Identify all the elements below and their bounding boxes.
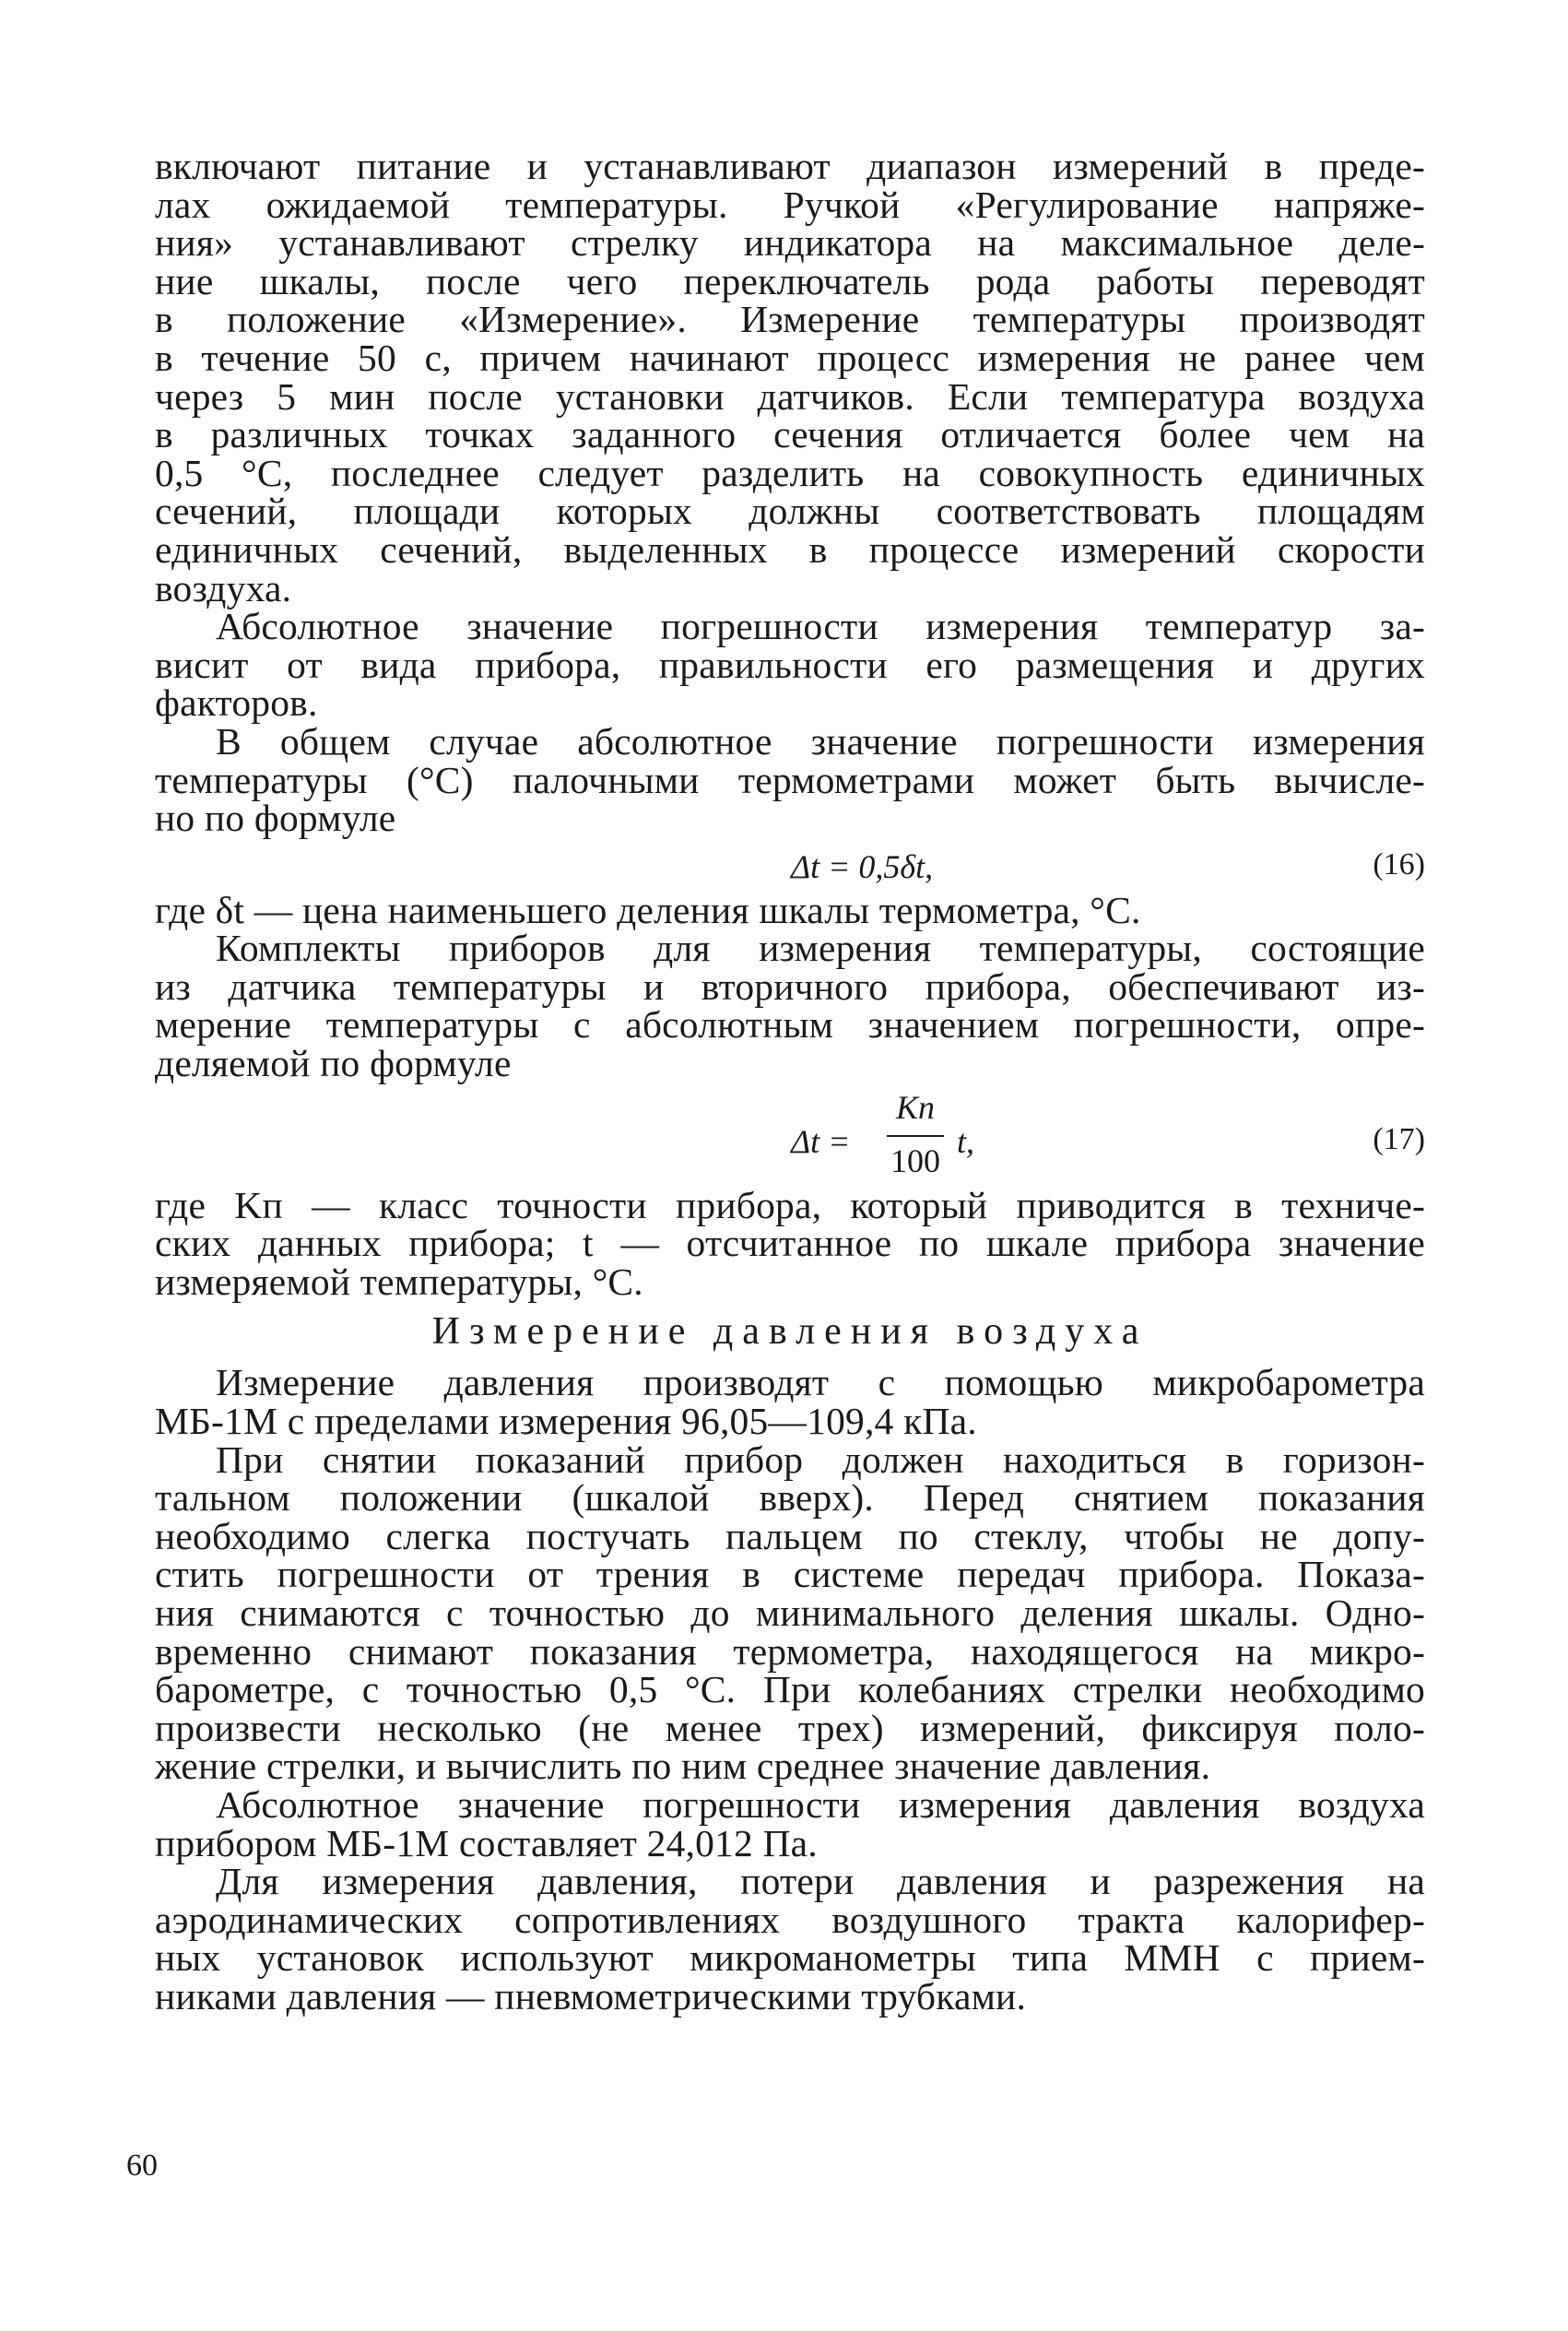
formula-16-explanation: где δt — цена наименьшего деления шкалы термометра, °С. [155, 888, 1141, 931]
text-line: где Kп — класс точности прибора, который приводится в техниче- [155, 1183, 1425, 1226]
text-line: Абсолютное значение погрешности измерения давления воздуха [216, 1782, 1425, 1826]
formula-16 [155, 838, 1425, 892]
text-line: единичных сечений, выделенных в процессе измерений скорости [155, 527, 1425, 571]
text-line: временно снимают показания термометра, находящегося на микро- [155, 1629, 1425, 1673]
text-line: но по формуле [155, 797, 396, 840]
text-line: жение стрелки, и вычислить по ним среднее значение давления. [155, 1745, 1211, 1788]
text-line: Абсолютное значение погрешности измерения температур за- [216, 605, 1425, 648]
fraction-denominator: 100 [890, 1142, 940, 1179]
text-line: мерение температуры с абсолютным значением погрешности, опре- [155, 1003, 1425, 1047]
paragraph-2 [155, 605, 1425, 725]
text-line: необходимо слегка постучать пальцем по стеклу, чтобы не допу- [155, 1514, 1425, 1557]
text-line: Комплекты приборов для измерения температуры, состоящие [216, 927, 1425, 970]
text-line: аэродинамических сопротивлениях воздушного тракта калорифер- [155, 1898, 1425, 1941]
formula-fraction [883, 1085, 948, 1181]
paragraph-5 [155, 1361, 1425, 1443]
text-line: факторов. [155, 681, 318, 725]
formula-rhs: t, [957, 1122, 975, 1160]
text-line: тальном положении (шкалой вверх). Перед снятием показания [155, 1476, 1425, 1520]
text-line: никами давления — пневмометрическими трубками. [155, 1974, 1027, 2017]
text-line: ние шкалы, после чего переключатель рода работы переводят [155, 259, 1425, 302]
text-line: в течение 50 с, причем начинают процесс измерения не ранее чем [155, 336, 1425, 379]
formula-lhs: Δt = [791, 1122, 851, 1160]
paragraph-4 [155, 929, 1425, 1083]
text-line: В общем случае абсолютное значение погрешности измерения [216, 719, 1425, 763]
text-line: сечений, площади которых должны соответствовать площадям [155, 490, 1425, 533]
text-line: МБ-1М с пределами измерения 96,05—109,4 кПа. [155, 1400, 977, 1443]
formula-number: (17) [1373, 1121, 1425, 1156]
text-line: стить погрешности от трения в системе передач прибора. Показа- [155, 1553, 1425, 1596]
page-body [155, 145, 1425, 2017]
text-line: лах ожидаемой температуры. Ручкой «Регулирование напряже- [155, 183, 1425, 226]
text-line: ных установок используют микроманометры типа ММН с прием- [155, 1936, 1425, 1980]
text-line: ния» устанавливают стрелку индикатора на максимальное деле- [155, 221, 1425, 265]
text-line: ских данных прибора; t — отсчитанное по шкале прибора значение [155, 1222, 1425, 1265]
text-line: барометре, с точностью 0,5 °С. При колебаниях стрелки необходимо [155, 1668, 1425, 1711]
text-line: 0,5 °С, последнее следует разделить на совокупность единичных [155, 451, 1425, 494]
paragraph-7 [155, 1782, 1425, 1864]
text-line: измеряемой температуры, °С. [155, 1260, 643, 1303]
paragraph-6 [155, 1438, 1425, 1788]
text-line: деляемой по формуле [155, 1042, 512, 1085]
text-line: через 5 мин после установки датчиков. Если температура воздуха [155, 374, 1425, 418]
text-line: температуры (°С) палочными термометрами может быть вычисле- [155, 758, 1425, 801]
text-line: Измерение давления производят с помощью микробарометра [216, 1361, 1425, 1404]
text-line: из датчика температуры и вторичного прибора, обеспечивают из- [155, 964, 1425, 1008]
text-line: ния снимаются с точностью до минимального деления шкалы. Одно- [155, 1591, 1425, 1634]
text-line: воздуха. [155, 566, 292, 609]
page-number: 60 [126, 2148, 158, 2183]
fraction-bar [887, 1135, 944, 1137]
formula-17 [155, 1083, 1425, 1187]
fraction-numerator: Kп [895, 1088, 935, 1126]
text-line: При снятии показаний прибор должен находиться в горизон- [216, 1438, 1425, 1481]
text-line: в положение «Измерение». Измерение температуры производят [155, 298, 1425, 341]
paragraph-3 [155, 719, 1425, 840]
text-line: в различных точках заданного сечения отличается более чем на [155, 413, 1425, 456]
formula-17-explanation [155, 1183, 1425, 1303]
paragraph-8 [155, 1860, 1425, 2017]
formula-expression: Δt = 0,5δt, [791, 847, 934, 885]
text-line: Для измерения давления, потери давления и разрежения на [216, 1860, 1425, 1903]
text-line: произвести несколько (не менее трех) измерений, фиксируя поло- [155, 1706, 1425, 1749]
paragraph-1 [155, 145, 1425, 609]
text-line: прибором МБ-1М составляет 24,012 Па. [155, 1821, 818, 1864]
section-heading: Измерение давления воздуха [431, 1310, 1149, 1354]
text-line: висит от вида прибора, правильности его размещения и других [155, 643, 1425, 686]
text-line: включают питание и устанавливают диапазон измерений в преде- [155, 145, 1425, 187]
formula-number: (16) [1373, 846, 1425, 882]
